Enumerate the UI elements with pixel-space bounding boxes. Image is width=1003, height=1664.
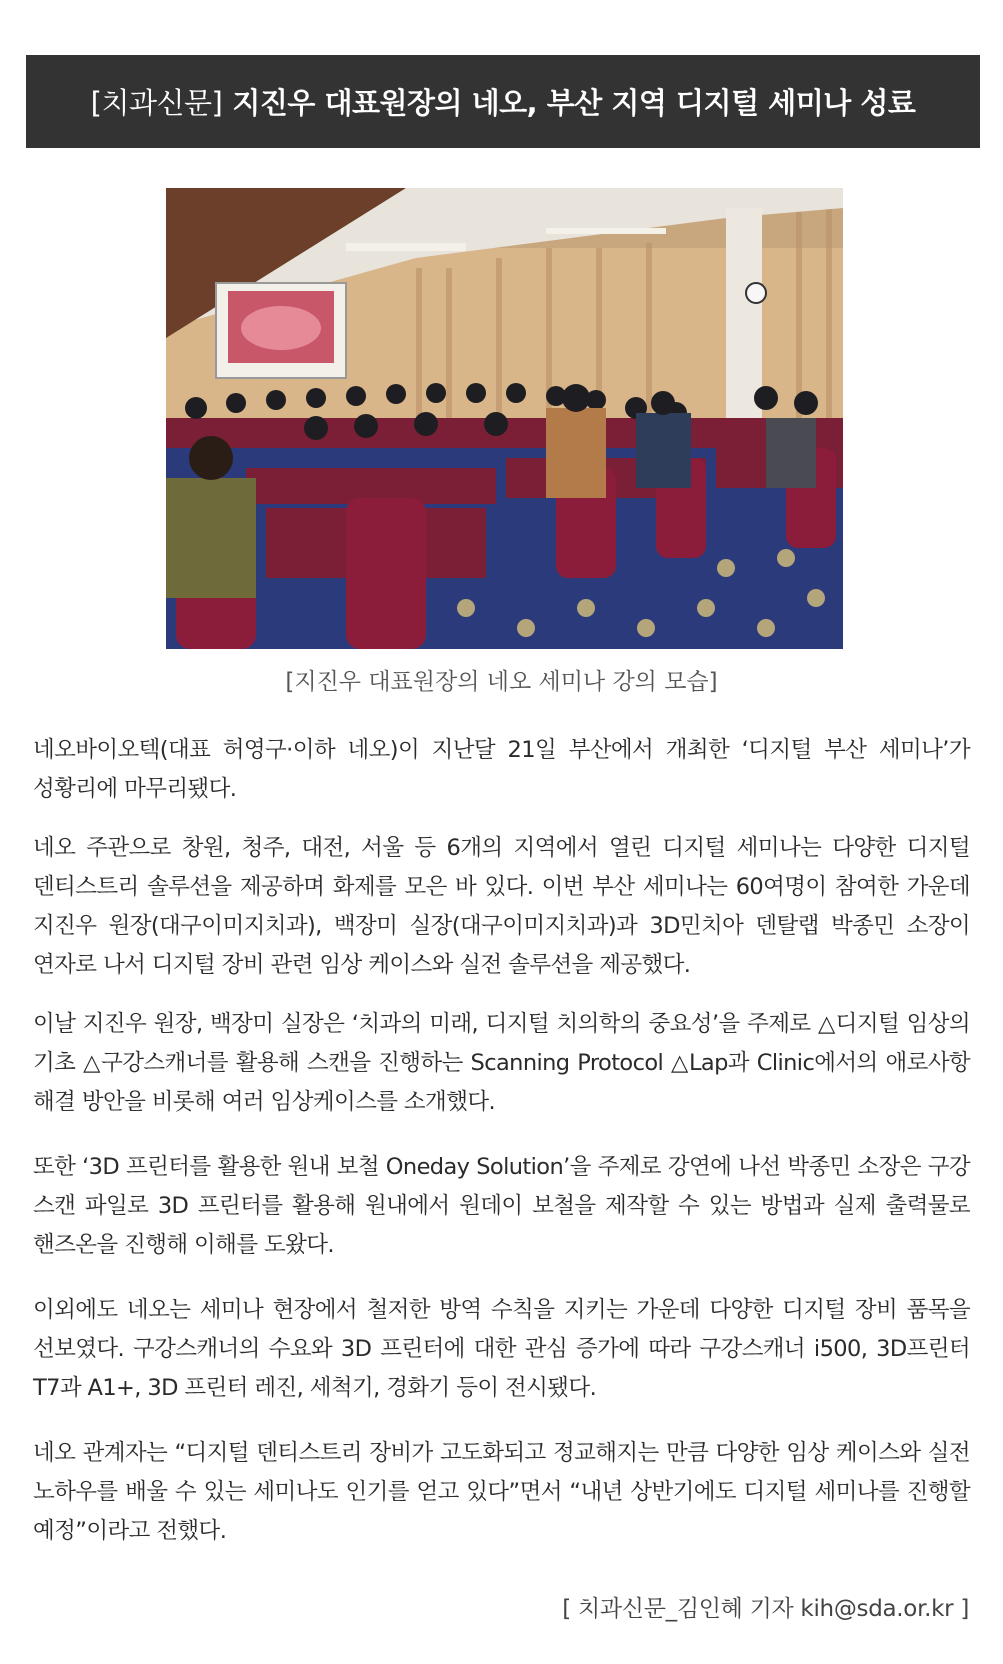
- article-paragraph: 네오 관계자는 “디지털 덴티스트리 장비가 고도화되고 정교해지는 만큼 다양한 임상 케이스와 실전 노하우를 배울 수 있는 세미나도 인기를 얻고 있다”면서 “내년 상반기에도 디지털 세미나를 진행할 예정”이라고 전했다.: [33, 1440, 970, 1544]
- article-paragraph: 또한 ‘3D 프린터를 활용한 원내 보철 Oneday Solution’을 주제로 강연에 나선 박종민 소장은 구강 스캔 파일로 3D 프린터를 활용해 원내에서 원데이 보철을 제작할 수 있는 방법과 실제 출력물로 핸즈온을 진행해 이해를 도왔다.: [33, 1154, 970, 1258]
- seminar-photo: [166, 188, 843, 649]
- header-source: [치과신문]: [90, 86, 223, 120]
- article-paragraph: 이외에도 네오는 세미나 현장에서 철저한 방역 수칙을 지키는 가운데 다양한 디지털 장비 품목을 선보였다. 구강스캐너의 수요와 3D 프린터에 대한 관심 증가에 따라 구강스캐너 i500, 3D프린터 T7과 A1+, 3D 프린터 레진, 세척기, 경화기 등이 전시됐다.: [33, 1297, 970, 1401]
- article-paragraph: 이날 지진우 원장, 백장미 실장은 ‘치과의 미래, 디지털 치의학의 중요성’을 주제로 △디지털 임상의 기초 △구강스캐너를 활용해 스캔을 진행하는 Scanning Protocol △Lap과 Clinic에서의 애로사항 해결 방안을 비롯해 여러 임상케이스를 소개했다.: [33, 1011, 970, 1115]
- seminar-photo-illustration: [166, 188, 843, 649]
- photo-caption: [지진우 대표원장의 네오 세미나 강의 모습]: [285, 669, 718, 695]
- reporter-byline: [ 치과신문_김인혜 기자 kih@sda.or.kr ]: [562, 1596, 969, 1622]
- article-paragraph: 네오바이오텍(대표 허영구·이하 네오)이 지난달 21일 부산에서 개최한 ‘디지털 부산 세미나’가 성황리에 마무리됐다.: [33, 737, 970, 802]
- article-paragraph: 네오 주관으로 창원, 청주, 대전, 서울 등 6개의 지역에서 열린 디지털 세미나는 다양한 디지털 덴티스트리 솔루션을 제공하며 화제를 모은 바 있다. 이번 부산 세미나는 60여명이 참여한 가운데 지진우 원장(대구이미지치과), 백장미 실장(대구이미지치과)과 3D민치아 덴탈랩 박종민 소장이 연자로 나서 디지털 장비 관련 임상 케이스와 실전 솔루션을 제공했다.: [33, 835, 970, 978]
- article-header: [26, 55, 980, 148]
- article-body: [33, 731, 970, 1577]
- article-title: 지진우 대표원장의 네오, 부산 지역 디지털 세미나 성료: [232, 86, 916, 120]
